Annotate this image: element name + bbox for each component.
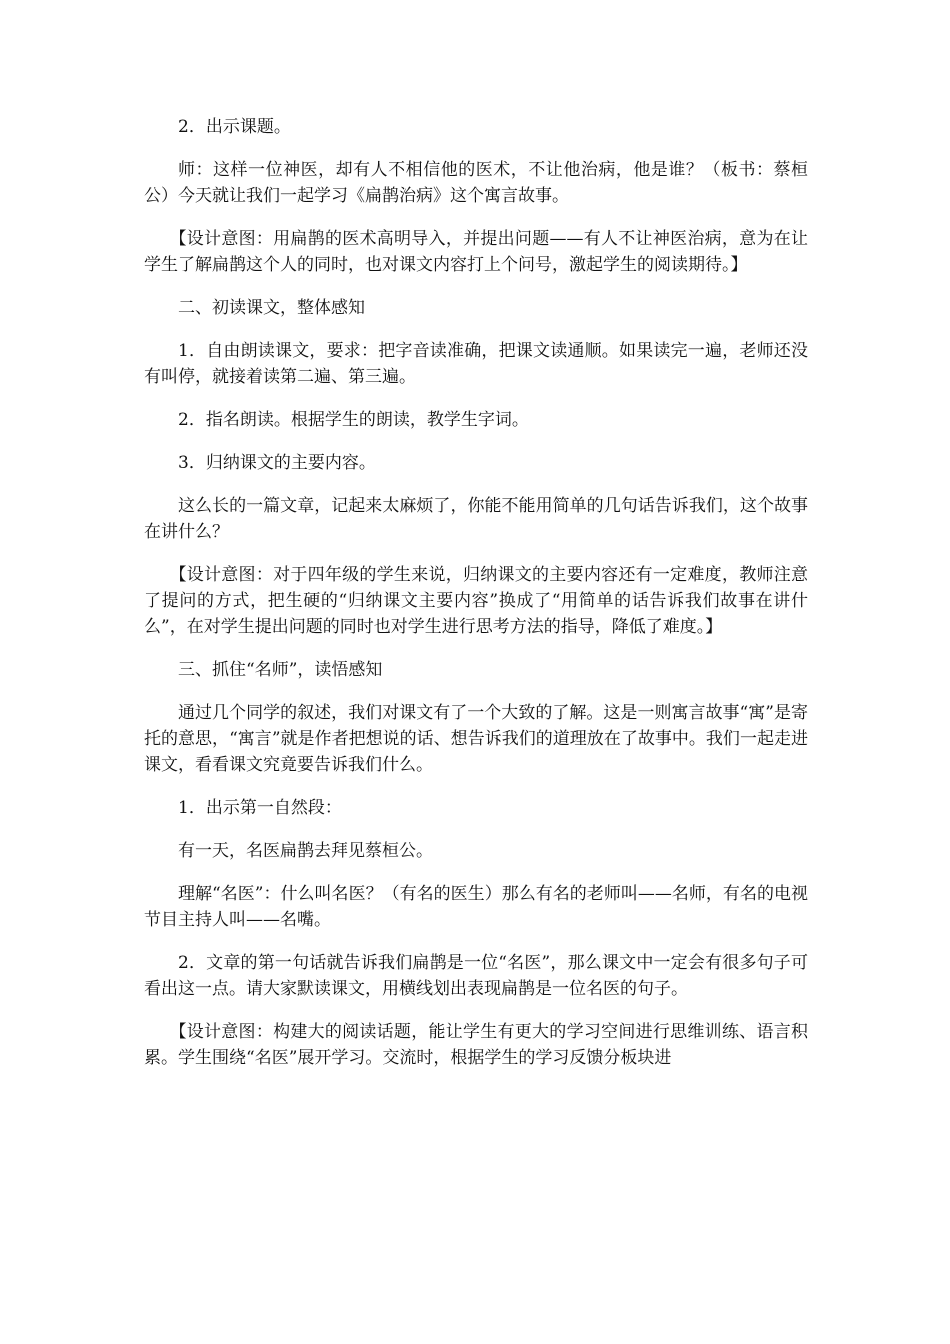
document-page: [144, 114, 808, 1088]
step-2-show-title: 2．出示课题。: [178, 117, 291, 137]
section-heading-3: 三、抓住“名师”，读悟感知: [178, 660, 383, 680]
design-intent-note-2: 【设计意图：对于四年级的学生来说，归纳课文的主要内容还有一定难度，教师注意了提问的方式，把生硬的“归纳课文主要内容”换成了“用简单的话告诉我们故事在讲什么”，在对学生提出问题的同时也对学生进行思考方法的指导，降低了难度。】: [144, 565, 808, 637]
teacher-intro-paragraph: 师：这样一位神医，却有人不相信他的医术，不让他治病，他是谁？（板书：蔡桓公）今天就让我们一起学习《扁鹊治病》这个寓言故事。: [144, 160, 808, 206]
section-heading-2: 二、初读课文，整体感知: [178, 298, 365, 318]
design-intent-note-1: 【设计意图：用扁鹊的医术高明导入，并提出问题——有人不让神医治病，意为在让学生了解扁鹊这个人的同时，也对课文内容打上个问号，激起学生的阅读期待。】: [144, 229, 808, 275]
step-2-named-reading: 2．指名朗读。根据学生的朗读，教学生字词。: [178, 410, 529, 430]
design-intent-note-3: 【设计意图：构建大的阅读话题，能让学生有更大的学习空间进行思维训练、语言积累。学生围绕“名医”展开学习。交流时，根据学生的学习反馈分板块进: [144, 1022, 808, 1068]
step-2-find-sentences: 2．文章的第一句话就告诉我们扁鹊是一位“名医”，那么课文中一定会有很多句子可看出这一点。请大家默读课文，用横线划出表现扁鹊是一位名医的句子。: [144, 953, 808, 999]
fable-explanation-paragraph: 通过几个同学的叙述，我们对课文有了一个大致的了解。这是一则寓言故事“寓”是寄托的意思，“寓言”就是作者把想说的话、想告诉我们的道理放在了故事中。我们一起走进课文，看看课文究竟要告诉我们什么。: [144, 703, 808, 775]
step-1-show-paragraph: 1．出示第一自然段：: [178, 798, 342, 818]
quoted-text-line: 有一天，名医扁鹊去拜见蔡桓公。: [178, 841, 433, 861]
step-3-summarize: 3．归纳课文的主要内容。: [178, 453, 376, 473]
step-1-free-reading: 1．自由朗读课文，要求：把字音读准确，把课文读通顺。如果读完一遍，老师还没有叫停，就接着读第二遍、第三遍。: [144, 341, 808, 387]
understand-famous-doctor: 理解“名医”：什么叫名医？（有名的医生）那么有名的老师叫——名师，有名的电视节目主持人叫——名嘴。: [144, 884, 808, 930]
summary-question-paragraph: 这么长的一篇文章，记起来太麻烦了，你能不能用简单的几句话告诉我们，这个故事在讲什么？: [144, 496, 808, 542]
